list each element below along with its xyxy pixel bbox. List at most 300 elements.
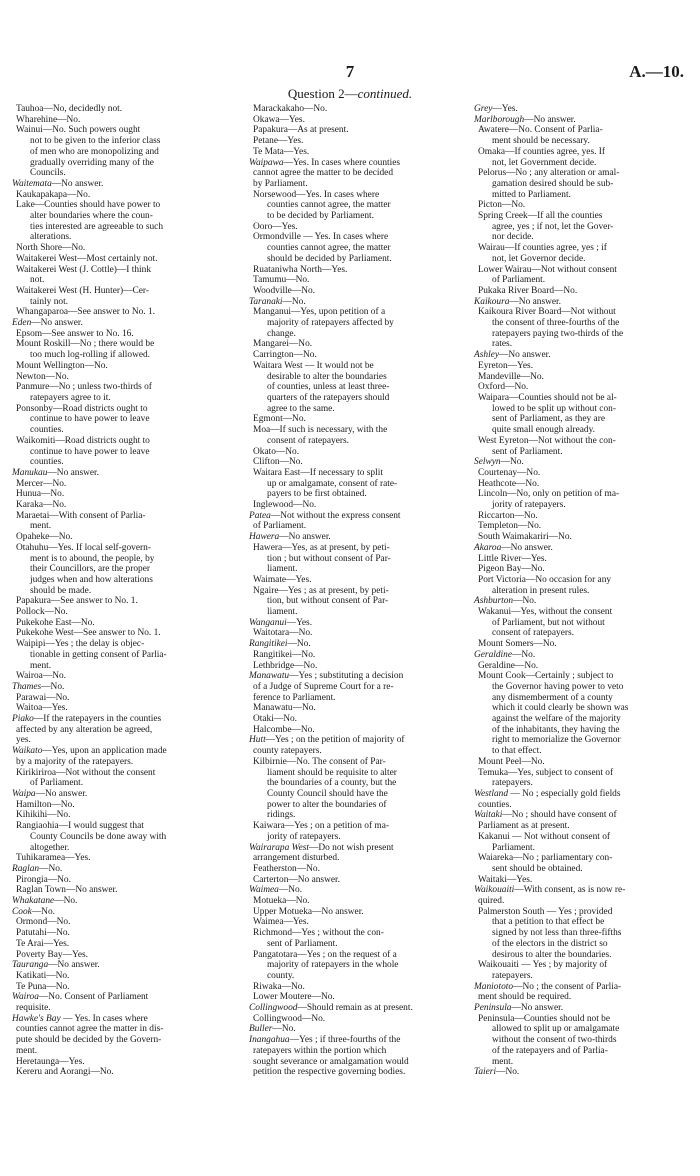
- district-name: Whakatane: [12, 896, 55, 907]
- text-line: Heathcote—No.: [478, 478, 540, 489]
- text-line: Wakanui—Yes, without the consent: [478, 607, 613, 618]
- text-line: Wairoa—No. Consent of Parliament: [12, 992, 149, 1003]
- text-line: agree to the same.: [267, 403, 335, 414]
- text-line: quired.: [478, 896, 505, 907]
- text-line: Waikouaiti—With consent, as is now re-: [474, 885, 626, 896]
- text-line: Waipa—No answer.: [12, 789, 88, 799]
- text-line: tionable in getting consent of Parlia-: [30, 649, 167, 660]
- text-line: ment.: [30, 660, 52, 671]
- text-line: not to be given to the inferior class: [30, 136, 161, 147]
- text-line: up or amalgamate, consent of rate-: [267, 478, 398, 489]
- text-line: the Governor having power to veto: [492, 681, 624, 692]
- text-line: the boundaries of a county, but the: [267, 778, 397, 789]
- text-line: Palmerston South — Yes ; provided: [478, 906, 613, 917]
- text-line: Karaka—No.: [16, 500, 67, 511]
- text-line: should be decided by Parliament.: [267, 253, 392, 264]
- text-line: liament.: [267, 564, 298, 575]
- text-line: Newton—No.: [16, 371, 69, 382]
- text-line: tion, but without consent of Par-: [267, 596, 389, 607]
- district-name: Waikouaiti: [474, 885, 515, 896]
- text-line: Waiareka—No ; parliamentary con-: [478, 853, 613, 864]
- text-line: lowed to be split up without con-: [492, 403, 616, 414]
- text-line: Motueka—No.: [253, 896, 310, 907]
- text-line: affected by any alteration be agreed,: [16, 724, 153, 735]
- text-line: Manukau—No answer.: [12, 467, 99, 478]
- text-line: ment should be required.: [478, 992, 572, 1003]
- text-line: Ooro—Yes.: [253, 221, 298, 232]
- district-name: Hutt: [249, 735, 266, 746]
- text-line: Marackakaho—No.: [253, 104, 328, 114]
- text-line: Kakanui — Not without consent of: [478, 831, 611, 842]
- text-line: Heretaunga—Yes.: [16, 1056, 85, 1067]
- text-line: signed by not less than three-fifths: [492, 928, 622, 939]
- text-line: County Councils be done away with: [30, 831, 167, 842]
- text-line: ridings.: [267, 810, 296, 821]
- district-name: Patea: [249, 510, 271, 521]
- text-line: their Councillors, are the proper: [30, 564, 151, 575]
- text-line: county ratepayers.: [253, 746, 322, 757]
- text-line: desirous to alter the boundaries.: [492, 949, 612, 960]
- text-line: Ruataniwha North—Yes.: [253, 264, 348, 275]
- text-line: Waitaki—No ; should have consent of: [474, 810, 617, 821]
- text-line: pute should be decided by the Govern-: [16, 1035, 162, 1046]
- text-line: Wanganui—Yes.: [249, 617, 313, 628]
- text-line: Riwaka—No.: [253, 981, 305, 992]
- district-name: Wanganui: [249, 617, 287, 628]
- text-line: tion ; but without consent of Par-: [267, 553, 391, 564]
- text-line: majority of ratepayers affected by: [267, 318, 394, 329]
- district-name: Thames: [12, 681, 42, 692]
- text-line: Mandeville—No.: [478, 371, 544, 382]
- district-name: Waitemata: [12, 178, 52, 189]
- text-line: by a majority of the ratepayers.: [16, 756, 134, 767]
- text-line: gradually overriding many of the: [30, 157, 154, 168]
- text-line: sent of Parliament.: [492, 446, 563, 457]
- district-name: Manukau: [12, 467, 48, 478]
- text-line: Hawera—No answer.: [249, 532, 331, 543]
- text-line: Geraldine—No.: [474, 649, 536, 660]
- district-name: Grey: [474, 104, 493, 114]
- text-line: Lake—Counties should have power to: [16, 200, 161, 211]
- text-line: ratepayers agree to it.: [30, 392, 111, 403]
- text-line: allowed to split up or amalgamate: [492, 1024, 620, 1035]
- text-line: continue to have power to leave: [30, 446, 150, 457]
- text-line: South Waimakariri—No.: [478, 532, 572, 543]
- text-line: Papakura—As at present.: [253, 125, 349, 136]
- text-line: ment.: [492, 1056, 514, 1067]
- text-line: Ashburton—No.: [474, 596, 537, 607]
- text-line: ference to Parliament.: [253, 692, 336, 703]
- district-name: Raglan: [12, 863, 40, 874]
- text-line: Picton—No.: [478, 200, 526, 211]
- text-line: of Parliament.: [253, 521, 307, 532]
- text-line: Waimea—No.: [249, 885, 303, 896]
- text-line: of the electors in the district so: [492, 938, 608, 949]
- text-line: nor decide.: [492, 232, 534, 243]
- text-line: ment.: [16, 1045, 38, 1056]
- text-line: Wainui—No. Such powers ought: [16, 125, 141, 136]
- text-line: Akaroa—No answer.: [474, 542, 553, 553]
- text-line: alter boundaries where the coun-: [30, 211, 153, 222]
- text-line: Omaka—If counties agree, yes. If: [478, 146, 606, 157]
- district-name: Wairoa: [12, 992, 39, 1003]
- text-line: Woodville—No.: [253, 285, 315, 296]
- text-line: Little River—Yes.: [478, 553, 547, 564]
- text-line: Courtenay—No.: [478, 467, 541, 478]
- text-line: Patutahi—No.: [16, 928, 70, 939]
- district-name: Wairarapa West: [249, 842, 309, 853]
- text-line: Carterton—No answer.: [253, 874, 340, 885]
- text-line: Buller—No.: [249, 1024, 296, 1035]
- text-line: Waikato—Yes, upon an application made: [12, 746, 167, 757]
- text-line: Grey—Yes.: [474, 104, 518, 114]
- text-line: Kaikoura—No answer.: [474, 296, 561, 307]
- text-line: Councils.: [30, 168, 66, 179]
- text-line: counties cannot agree, the matter: [267, 200, 391, 211]
- text-line: Waimea—Yes.: [253, 917, 309, 928]
- text-line: liament.: [267, 607, 298, 618]
- text-line: Peninsula—Counties should not be: [478, 1013, 611, 1024]
- district-name: Waimea: [249, 885, 279, 896]
- text-line: Lincoln—No, only on petition of ma-: [478, 489, 620, 500]
- text-line: not, let Governor decide.: [492, 253, 586, 264]
- text-line: Kilbirnie—No. The consent of Par-: [253, 756, 386, 767]
- text-line: Otahuhu—Yes. If local self-govern-: [16, 542, 151, 553]
- text-line: Westland — No ; especially gold fields: [474, 789, 621, 799]
- text-line: counties.: [30, 425, 64, 436]
- text-line: ratepayers.: [492, 778, 533, 789]
- district-name: Taranaki: [249, 296, 283, 307]
- text-line: Piako—If the ratepayers in the counties: [12, 714, 162, 725]
- district-name: Waipa: [12, 789, 36, 799]
- text-line: Waikouaiti — Yes ; by majority of: [478, 960, 608, 971]
- text-line: that a petition to that effect be: [492, 917, 605, 928]
- text-line: Papakura—See answer to No. 1.: [16, 596, 138, 607]
- text-line: Manawatu—No.: [253, 703, 316, 714]
- district-name: Ashley: [474, 350, 499, 361]
- district-name: Waitaki: [474, 810, 503, 821]
- text-line: Whakatane—No.: [12, 896, 78, 907]
- document-reference: A.—10.: [629, 62, 684, 81]
- text-line: Peninsula—No answer.: [474, 1003, 564, 1014]
- text-line: ratepayers.: [492, 970, 533, 981]
- text-line: Okawa—Yes.: [253, 114, 305, 125]
- district-name: Inangahua: [249, 1035, 290, 1046]
- text-line: Okato—No.: [253, 446, 300, 457]
- text-line: Mount Cook—Certainly ; subject to: [478, 671, 614, 682]
- text-line: Mount Roskill—No ; there would be: [16, 339, 155, 350]
- text-line: Waipara—Counties should not be al-: [478, 392, 617, 403]
- text-line: quarters of the ratepayers should: [267, 392, 390, 403]
- text-line: Kihikihi—No.: [16, 810, 71, 821]
- text-line: mitted to Parliament.: [492, 189, 571, 200]
- text-line: counties cannot agree, the matter: [267, 243, 391, 254]
- text-line: Mount Wellington—No.: [16, 360, 108, 371]
- text-line: counties.: [478, 799, 512, 810]
- district-name: Collingwood: [249, 1003, 298, 1014]
- text-line: Wairoa—No.: [16, 671, 67, 682]
- text-line: Epsom—See answer to No. 16.: [16, 328, 134, 339]
- text-line: Maniototo—No ; the consent of Parlia-: [474, 981, 622, 992]
- text-line: Thames—No.: [12, 681, 65, 692]
- text-line: Te Arai—Yes.: [16, 938, 70, 949]
- text-line: of counties, unless at least three-: [267, 382, 390, 393]
- text-line: Taranaki—No.: [249, 296, 306, 307]
- district-name: Westland: [474, 789, 509, 799]
- district-name: Hawke's Bay: [12, 1013, 61, 1024]
- text-line: ratepayers paying two-thirds of the: [492, 328, 624, 339]
- text-line: Petane—Yes.: [253, 136, 304, 147]
- text-line: right to memorialize the Governor: [492, 735, 621, 746]
- text-line: Katikati—No.: [16, 970, 70, 981]
- text-line: which it could clearly be shown was: [492, 703, 629, 714]
- text-line: any dismemberment of a county: [492, 692, 613, 703]
- district-name: Rangitikei: [249, 639, 288, 650]
- text-line: requisite.: [16, 1003, 51, 1014]
- text-line: Pelorus—No ; any alteration or amal-: [478, 168, 620, 179]
- text-line: Pangatotara—Yes ; on the request of a: [253, 949, 397, 960]
- text-line: too much log-rolling if allowed.: [30, 350, 151, 361]
- text-line: Upper Motueka—No answer.: [253, 906, 364, 917]
- text-line: ratepayers within the portion which: [253, 1045, 387, 1056]
- text-line: tainly not.: [30, 296, 69, 307]
- text-line: sought severance or amalgamation would: [253, 1056, 409, 1067]
- text-line: counties cannot agree the matter in dis-: [16, 1024, 164, 1035]
- text-line: Rangiaohia—I would suggest that: [16, 821, 144, 832]
- text-column-right: [468, 104, 694, 1078]
- text-line: Tuhikaramea—Yes.: [16, 853, 91, 864]
- text-line: altogether.: [30, 842, 70, 853]
- text-line: Collingwood—Should remain as at present.: [249, 1003, 413, 1014]
- text-line: Selwyn—No.: [474, 457, 524, 468]
- text-line: Inangahua—Yes ; if three-fourths of the: [249, 1035, 401, 1046]
- text-line: alterations.: [30, 232, 72, 243]
- district-name: Waikato: [12, 746, 43, 757]
- text-line: gamation desired should be sub-: [492, 178, 614, 189]
- text-line: Ormond—No.: [16, 917, 71, 928]
- text-line: Mount Somers—No.: [478, 639, 557, 650]
- text-line: Oxford—No.: [478, 382, 529, 393]
- text-line: Lower Wairau—Not without consent: [478, 264, 617, 275]
- text-line: Marlborough—No answer.: [474, 114, 576, 125]
- text-line: without the consent of two-thirds: [492, 1035, 617, 1046]
- text-line: Mangarei—No.: [253, 339, 313, 350]
- text-line: agree, yes ; if not, let the Gover-: [492, 221, 614, 232]
- text-line: Tamumu—No.: [253, 275, 310, 286]
- text-line: of men who are monopolizing and: [30, 146, 159, 157]
- text-line: jority of ratepayers.: [492, 500, 566, 511]
- text-line: Wairau—If counties agree, yes ; if: [478, 243, 607, 254]
- text-line: of a Judge of Supreme Court for a re-: [253, 681, 394, 692]
- text-column-left: [6, 104, 234, 1078]
- text-line: Waimate—Yes.: [253, 574, 312, 585]
- text-line: continue to have power to leave: [30, 414, 150, 425]
- text-line: Ponsonby—Road districts ought to: [16, 403, 148, 414]
- text-line: Port Victoria—No occasion for any: [478, 574, 612, 585]
- text-line: arrangement disturbed.: [253, 853, 340, 864]
- text-line: Ormondville — Yes. In cases where: [253, 232, 389, 243]
- text-line: Kaiwara—Yes ; on a petition of ma-: [253, 821, 389, 832]
- text-line: West Eyreton—Not without the con-: [478, 435, 616, 446]
- district-name: Maniototo: [474, 981, 514, 992]
- text-line: quite small enough already.: [492, 425, 596, 436]
- text-line: sent should be obtained.: [492, 863, 583, 874]
- text-line: Riccarton—No.: [478, 510, 538, 521]
- text-line: Hawke's Bay — Yes. In cases where: [12, 1013, 148, 1024]
- text-line: Mount Peel—No.: [478, 756, 545, 767]
- text-line: Eyreton—Yes.: [478, 360, 534, 371]
- text-line: North Shore—No.: [16, 243, 86, 254]
- text-line: Pollock—No.: [16, 607, 68, 618]
- text-line: Manawatu—Yes ; substituting a decision: [249, 671, 404, 682]
- text-line: petition the respective governing bodies.: [253, 1067, 406, 1078]
- text-line: Te Puna—No.: [16, 981, 70, 992]
- district-name: Hawera: [249, 532, 280, 543]
- text-line: Moa—If such is necessary, with the: [253, 425, 388, 436]
- text-line: Cook—No.: [12, 906, 55, 917]
- text-line: Rangitikei—No.: [253, 649, 316, 660]
- text-line: Waitara West — It would not be: [253, 360, 374, 371]
- text-line: county.: [267, 970, 295, 981]
- text-line: Hunua—No.: [16, 489, 65, 500]
- text-line: Hamilton—No.: [16, 799, 75, 810]
- text-line: Pukekohe East—No.: [16, 617, 95, 628]
- text-line: Opaheke—No.: [16, 532, 73, 543]
- text-line: liament should be requisite to alter: [267, 767, 397, 778]
- text-line: of Parliament.: [30, 778, 84, 789]
- text-line: Mercer—No.: [16, 478, 67, 489]
- text-line: Pukaka River Board—No.: [478, 285, 578, 296]
- text-line: not.: [30, 275, 45, 286]
- text-line: Waitotara—No.: [253, 628, 313, 639]
- text-line: Rangitikei—No.: [249, 639, 311, 650]
- text-line: of the ratepayers and of Parlia-: [492, 1045, 608, 1056]
- text-line: Norsewood—Yes. In cases where: [253, 189, 380, 200]
- district-name: Eden: [12, 318, 32, 329]
- text-line: Parliament as at present.: [478, 821, 570, 832]
- text-line: Waitakerei West (J. Cottle)—I think: [16, 264, 152, 275]
- text-line: Halcombe—No.: [253, 724, 315, 735]
- text-line: Kereru and Aorangi—No.: [16, 1067, 114, 1078]
- text-line: Pirongia—No.: [16, 874, 71, 885]
- text-line: of Parliament, but not without: [492, 617, 605, 628]
- text-line: Taieri—No.: [474, 1067, 520, 1078]
- district-name: Marlborough: [474, 114, 525, 125]
- text-line: not, let Government decide.: [492, 157, 597, 168]
- text-line: to be decided by Parliament.: [267, 211, 374, 222]
- district-name: Ashburton: [474, 596, 514, 607]
- text-line: Patea—Not without the express consent: [249, 510, 401, 521]
- text-line: Tauhoa—No, decidedly not.: [16, 104, 123, 114]
- district-name: Waipawa: [249, 157, 284, 168]
- district-name: Buller: [249, 1024, 273, 1035]
- text-line: Ngaire—Yes ; as at present, by peti-: [253, 585, 389, 596]
- text-line: ment should be necessary.: [492, 136, 590, 147]
- text-line: jority of ratepayers.: [267, 831, 341, 842]
- text-line: majority of ratepayers in the whole: [267, 960, 399, 971]
- district-name: Taieri: [474, 1067, 497, 1078]
- text-line: consent of ratepayers.: [267, 435, 349, 446]
- text-line: Pigeon Bay—No.: [478, 564, 545, 575]
- continued-label: continued.: [357, 86, 413, 101]
- district-name: Tauranga: [12, 960, 49, 971]
- text-line: Egmont—No.: [253, 414, 306, 425]
- text-line: to that effect.: [492, 746, 542, 757]
- district-name: Piako: [12, 714, 34, 725]
- text-line: counties.: [30, 457, 64, 468]
- text-line: Featherston—No.: [253, 863, 320, 874]
- text-line: Templeton—No.: [478, 521, 542, 532]
- text-line: Hutt—Yes ; on the petition of majority of: [249, 735, 405, 746]
- text-line: yes.: [16, 735, 31, 746]
- district-name: Kaikoura: [474, 296, 510, 307]
- text-line: the consent of three-fourths of the: [492, 318, 620, 329]
- district-name: Selwyn: [474, 457, 501, 468]
- text-line: Waitemata—No answer.: [12, 178, 104, 189]
- text-line: Waipipi—Yes ; the delay is objec-: [16, 639, 145, 650]
- district-name: Akaroa: [474, 542, 502, 553]
- district-name: Peninsula: [474, 1003, 512, 1014]
- text-line: County Council should have the: [267, 789, 388, 799]
- text-line: Panmure—No ; unless two-thirds of: [16, 382, 152, 393]
- text-line: of the inhabitants, they having the: [492, 724, 620, 735]
- text-line: Otaki—No.: [253, 714, 298, 725]
- text-line: Waitoa—Yes.: [16, 703, 68, 714]
- text-line: ties interested are agreeable to such: [30, 221, 164, 232]
- text-line: Richmond—Yes ; without the con-: [253, 928, 384, 939]
- text-column-middle: [243, 104, 462, 1078]
- text-line: Hawera—Yes, as at present, by peti-: [253, 542, 390, 553]
- text-line: Waitakerei West (H. Hunter)—Cer-: [16, 285, 149, 296]
- text-line: ment.: [30, 521, 52, 532]
- text-line: by Parliament.: [253, 178, 308, 189]
- text-line: rates.: [492, 339, 513, 350]
- text-line: Wharehine—No.: [16, 114, 81, 125]
- text-line: Tauranga—No answer.: [12, 960, 100, 971]
- text-line: Geraldine—No.: [478, 660, 539, 671]
- text-line: Raglan Town—No answer.: [16, 885, 118, 896]
- text-line: power to alter the boundaries of: [267, 799, 387, 810]
- text-line: ment is to abound, the people, by: [30, 553, 155, 564]
- text-line: should be made.: [30, 585, 92, 596]
- text-line: Temuka—Yes, subject to consent of: [478, 767, 614, 778]
- text-line: of Parliament.: [492, 275, 546, 286]
- text-line: Lethbridge—No.: [253, 660, 318, 671]
- text-line: sent of Parliament.: [267, 938, 338, 949]
- text-line: sent of Parliament, as they are: [492, 414, 605, 425]
- text-line: Waitaki—Yes.: [478, 874, 533, 885]
- district-name: Cook: [12, 906, 32, 917]
- text-line: Waipawa—Yes. In cases where counties: [249, 157, 401, 168]
- question-heading: Question 2—continued.: [287, 86, 413, 101]
- text-line: Pukekohe West—See answer to No. 1.: [16, 628, 161, 639]
- district-name: Geraldine: [474, 649, 513, 660]
- text-line: Raglan—No.: [12, 863, 63, 874]
- text-line: Ashley—No answer.: [474, 350, 551, 361]
- text-line: Carrington—No.: [253, 350, 317, 361]
- text-line: Waitakerei West—Most certainly not.: [16, 253, 158, 264]
- text-line: alteration in present rules.: [492, 585, 590, 596]
- text-line: Lower Moutere—No.: [253, 992, 335, 1003]
- text-line: Te Mata—Yes.: [253, 146, 310, 157]
- text-line: change.: [267, 328, 296, 339]
- text-line: Maraetai—With consent of Parlia-: [16, 510, 146, 521]
- text-line: Waikomiti—Road districts ought to: [16, 435, 150, 446]
- text-line: Kaikoura River Board—Not without: [478, 307, 616, 318]
- text-line: against the welfare of the majority: [492, 714, 621, 725]
- text-line: Parliament.: [492, 842, 535, 853]
- text-line: Inglewood—No.: [253, 500, 317, 511]
